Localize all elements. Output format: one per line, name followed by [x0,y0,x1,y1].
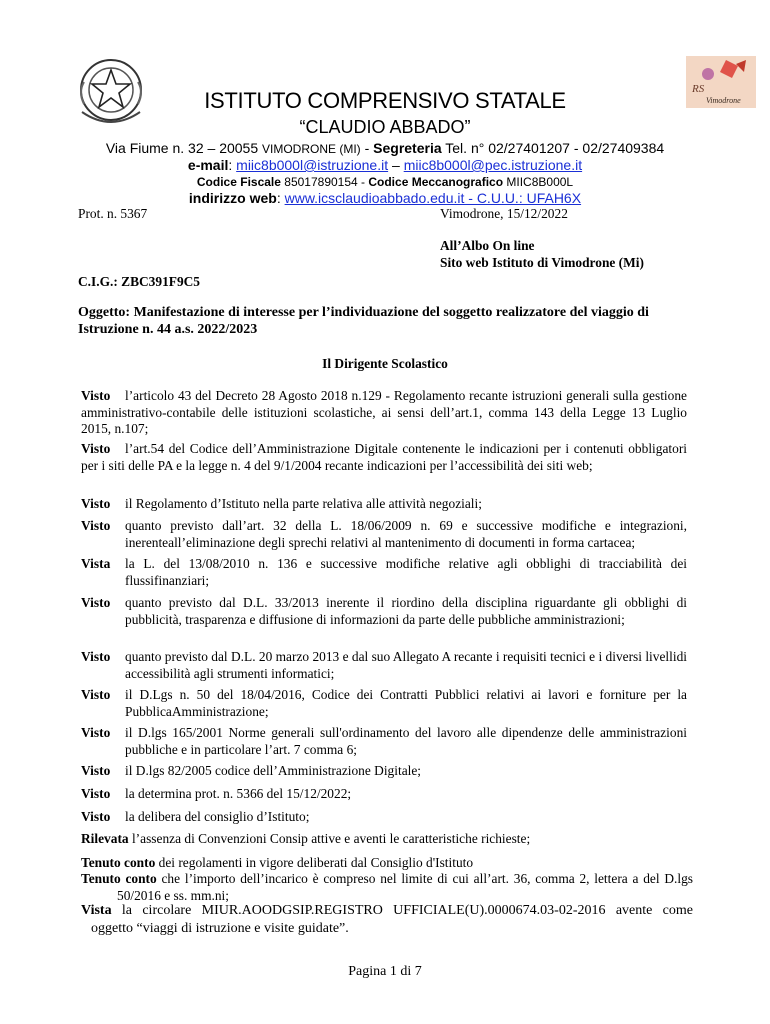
premise-label: Visto [81,496,111,511]
premise-label: Visto [81,388,111,403]
premise-text: la delibera del consiglio d’Istituto; [125,809,310,824]
premise-entry [81,388,687,438]
premise-text: quanto previsto dal D.L. 33/2013 inerente il riordino della disciplina riguardante gli obblighi di pubblicità, trasparenza e diffusione di informazioni da parte delle pubbliche amministrazioni; [125,595,687,627]
recipient-albo: All’Albo On line [440,238,535,253]
tenuto-conto-label: Tenuto conto [81,855,156,870]
premise-label: Visto [81,786,111,801]
rilevata-label: Rilevata [81,831,129,846]
premise-label: Visto [81,595,111,610]
tenuto-conto-label: Tenuto conto [81,871,157,886]
recipient-website: Sito web Istituto di Vimodrone (Mi) [440,255,644,270]
premise-label: Visto [81,763,111,778]
premise-label: Visto [81,809,111,824]
protocol-number: Prot. n. 5367 [78,206,148,221]
premise-text: quanto previsto dall’art. 32 della L. 18/06/2009 n. 69 e successive modifiche e integrazioni, inerenteall’eliminazione degli sprechi relativi al mantenimento di documenti in forma cartacea; [125,518,687,550]
fiscal-code-line: Codice Fiscale 85017890154 - Codice Meccanografico MIIC8B000L [196,175,574,189]
phone-numbers: Tel. n° 02/27401207 - 02/27409384 [441,140,665,156]
segreteria-label: Segreteria [373,140,442,156]
premise-text: il D.lgs 165/2001 Norme generali sull'ordinamento del lavoro alle dipendenze delle amministrazioni pubbliche e in particolare l’art. 7 comma 6; [125,725,687,757]
premise-text: quanto previsto dal D.L. 20 marzo 2013 e dal suo Allegato A recante i requisiti tecnici e i diversi livellidi accessibilità agli strumenti informatici; [125,649,687,681]
vista-circolare-paragraph [81,902,693,938]
premise-label: Visto [81,518,111,533]
premise-text: l’art.54 del Codice dell’Amministrazione Digitale contenente le indicazioni per i contenuti obbligatori per i siti delle PA e la legge n. 4 del 9/1/2004 recante indicazioni per l’accessibilità dei siti web; [81,441,687,473]
website-link[interactable]: www.icsclaudioabbado.edu.it - C.U.U.: UFAH6X [284,190,582,206]
email-line: e-mail: miic8b000l@istruzione.it – miic8b000l@pec.istruzione.it [187,157,583,173]
school-name-title: “CLAUDIO ABBADO” [299,117,471,137]
website-label: indirizzo web [188,190,277,206]
address-line: Via Fiume n. 32 – 20055 VIMODRONE (MI) - Segreteria Tel. n° 02/27401207 - 02/27409384 [105,140,665,156]
subject-line: Oggetto: Manifestazione di interesse per l’individuazione del soggetto realizzatore del viaggio di Istruzione n. 44 a.s. 2022/2023 [78,305,649,337]
email-label: e-mail [187,157,229,173]
fiscal-code-label: Codice Fiscale [196,175,281,189]
premise-label: Visto [81,725,111,740]
premise-label: Visto [81,687,111,702]
place-date: Vimodrone, 15/12/2022 [440,206,568,221]
rilevata-paragraph [81,831,691,848]
premise-label: Visto [81,649,111,664]
premise-text: il D.lgs 82/2005 codice dell’Amministrazione Digitale; [125,763,422,778]
premise-text: il Regolamento d’Istituto nella parte relativa alle attività negoziali; [125,496,482,511]
premise-text: il D.Lgs n. 50 del 18/04/2016, Codice dei Contratti Pubblici relativi ai lavori e forniture per la PubblicaAmministrazione; [125,687,687,719]
email-link-istruzione[interactable]: miic8b000l@istruzione.it [236,157,389,173]
tenuto-conto-paragraph [81,855,691,872]
tenuto-conto-text: dei regolamenti in vigore deliberati dal Consiglio d'Istituto [155,855,474,870]
mechanographic-code-label: Codice Meccanografico [368,175,504,189]
premise-text: la L. del 13/08/2010 n. 136 e successive modifiche relative agli obblighi di tracciabilità dei flussifinanziari; [125,556,687,588]
logo-text-bottom: Vimodrone [706,96,741,105]
cig-code: C.I.G.: ZBC391F9C5 [78,274,201,289]
website-line: indirizzo web: www.icsclaudioabbado.edu.it - C.U.U.: UFAH6X [188,190,582,206]
rilevata-text: l’assenza di Convenzioni Consip attive e aventi le caratteristiche richieste; [128,831,531,846]
premise-text: la determina prot. n. 5366 del 15/12/2022; [125,786,352,801]
premise-label: Visto [81,441,111,456]
vista-label: Vista [81,903,112,918]
city-name: VIMODRONE (MI) [262,142,361,156]
page-number: Pagina 1 di 7 [348,964,422,979]
premise-entry [81,441,687,491]
logo-text-top: RS [692,83,705,95]
premise-label: Vista [81,556,111,571]
school-type-title: ISTITUTO COMPRENSIVO STATALE [204,88,566,113]
email-link-pec[interactable]: miic8b000l@pec.istruzione.it [403,157,583,173]
vista-text: la circolare MIUR.AOODGSIP.REGISTRO UFFICIALE(U).0000674.03-02-2016 avente come oggetto “viaggi di istruzione e visite guidate”. [91,903,693,936]
section-heading: Il Dirigente Scolastico [322,356,448,371]
premise-text: l’articolo 43 del Decreto 28 Agosto 2018 n.129 - Regolamento recante istruzioni generali sulla gestione amministrativo-contabile delle istituzioni scolastiche, ai sensi dell’art.1, comma 143 della Legge 13 Luglio 2015, n.107; [81,388,687,436]
tenuto-conto-text: che l’importo dell’incarico è compreso nel limite di cui all’art. 36, comma 2, lettera a del D.lgs 50/2016 e ss. mm.ni; [117,871,693,903]
tenuto-conto-paragraph [81,871,693,904]
